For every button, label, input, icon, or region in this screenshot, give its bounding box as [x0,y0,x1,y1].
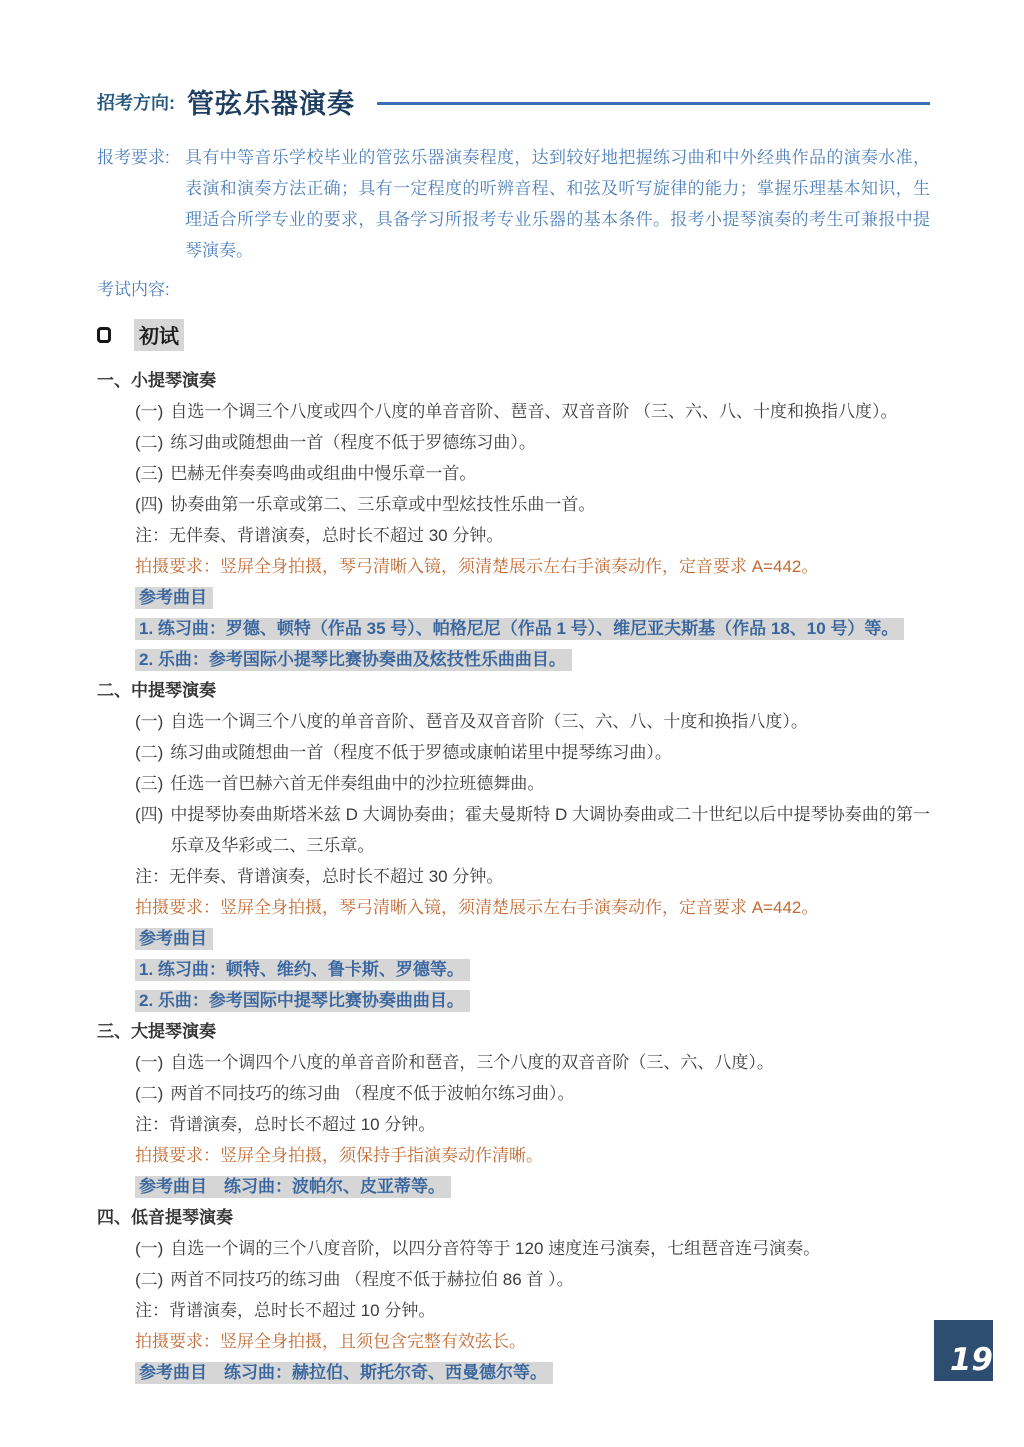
reference-line: 2. 乐曲：参考国际中提琴比赛协奏曲曲目。 [135,990,470,1012]
reference-line: 1. 练习曲：罗德、顿特（作品 35 号）、帕格尼尼（作品 1 号）、维尼亚夫斯基（作品 18、10 号）等。 [135,618,904,640]
item-marker: (一) [135,712,164,731]
reference-line: 参考曲目 练习曲：波帕尔、皮亚蒂等。 [135,1176,451,1198]
page-header [97,82,930,121]
reference-line-row [97,1171,930,1202]
reference-line-row [97,985,930,1016]
item-text: 两首不同技巧的练习曲 （程度不低于波帕尔练习曲）。 [170,1084,575,1103]
item-text: 自选一个调四个八度的单音音阶和琶音，三个八度的双音音阶（三、六、八度）。 [170,1053,774,1072]
item-text: 巴赫无伴奏奏鸣曲或组曲中慢乐章一首。 [170,464,477,483]
reference-line-row [97,954,930,985]
item-marker: (一) [135,1053,164,1072]
item-marker: (一) [135,1239,164,1258]
reference-title-row [97,923,930,954]
reference-title-row [97,582,930,613]
exam-item [97,706,930,737]
item-marker: (四) [135,805,164,824]
reference-line-row [97,1357,930,1388]
shooting-requirement-line: 拍摄要求：竖屏全身拍摄，须保持手指演奏动作清晰。 [135,1146,543,1165]
item-marker: (二) [135,743,164,762]
item-text: 两首不同技巧的练习曲 （程度不低于赫拉伯 86 首 ）。 [170,1270,574,1289]
shooting-requirement-line: 拍摄要求：竖屏全身拍摄，且须包含完整有效弦长。 [135,1332,526,1351]
direction-label: 招考方向: [97,92,175,113]
item-text: 协奏曲第一乐章或第二、三乐章或中型炫技性乐曲一首。 [170,495,596,514]
reference-title: 参考曲目 [135,928,213,950]
note-line: 注：无伴奏、背谱演奏，总时长不超过 30 分钟。 [135,526,504,545]
exam-content-label: 考试内容: [97,280,170,299]
exam-item [97,768,930,799]
section-heading: 四、低音提琴演奏 [97,1208,233,1227]
square-bullet-icon [97,327,111,343]
item-marker: (一) [135,402,164,421]
reference-line-row [97,613,930,644]
item-text: 练习曲或随想曲一首（程度不低于罗德练习曲）。 [170,433,536,452]
item-text: 自选一个调三个八度或四个八度的单音音阶、琶音、双音音阶 （三、六、八、十度和换指八度）。 [170,402,898,421]
item-text: 练习曲或随想曲一首（程度不低于罗德或康帕诺里中提琴练习曲）。 [170,743,672,762]
item-text: 自选一个调三个八度的单音音阶、琶音及双音音阶（三、六、八、十度和换指八度）。 [170,712,808,731]
requirements-block [97,142,930,266]
exam-item [97,1047,930,1078]
reference-line: 1. 练习曲：顿特、维约、鲁卡斯、罗德等。 [135,959,470,981]
section-heading: 一、小提琴演奏 [97,371,216,390]
shooting-requirement-line: 拍摄要求：竖屏全身拍摄，琴弓清晰入镜，须清楚展示左右手演奏动作，定音要求 A=442。 [135,898,819,917]
reference-line: 2. 乐曲：参考国际小提琴比赛协奏曲及炫技性乐曲曲目。 [135,649,572,671]
item-marker: (二) [135,433,164,452]
exam-item [97,396,930,427]
note-line: 注：背谱演奏，总时长不超过 10 分钟。 [135,1115,436,1134]
item-text: 任选一首巴赫六首无伴奏组曲中的沙拉班德舞曲。 [170,774,545,793]
item-marker: (三) [135,774,164,793]
item-marker: (三) [135,464,164,483]
title-divider [377,102,930,105]
exam-item [97,1233,930,1264]
requirements-text: 具有中等音乐学校毕业的管弦乐器演奏程度，达到较好地把握练习曲和中外经典作品的演奏水准，表演和演奏方法正确；具有一定程度的听辨音程、和弦及听写旋律的能力；掌握乐理基本知识，生理适合所学专业的要求，具备学习所报考专业乐器的基本条件。报考小提琴演奏的考生可兼报中提琴演奏。 [185,148,930,260]
round-title: 初试 [134,319,184,351]
page-title: 管弦乐器演奏 [187,89,355,119]
page-number-box [934,1320,993,1381]
shooting-requirement-line: 拍摄要求：竖屏全身拍摄，琴弓清晰入镜，须清楚展示左右手演奏动作，定音要求 A=442。 [135,557,819,576]
item-text: 自选一个调的三个八度音阶，以四分音符等于 120 速度连弓演奏，七组琶音连弓演奏。 [170,1239,821,1258]
item-marker: (二) [135,1270,164,1289]
page-number: 19 [949,1342,993,1378]
note-line: 注：无伴奏、背谱演奏，总时长不超过 30 分钟。 [135,867,504,886]
sections-container [97,365,930,1388]
note-line: 注：背谱演奏，总时长不超过 10 分钟。 [135,1301,436,1320]
section-heading: 二、中提琴演奏 [97,681,216,700]
exam-item [97,489,930,520]
exam-item [97,458,930,489]
round-heading [97,320,930,350]
reference-line-row [97,644,930,675]
section-heading: 三、大提琴演奏 [97,1022,216,1041]
item-marker: (四) [135,495,164,514]
exam-item [97,1078,930,1109]
item-text: 中提琴协奏曲斯塔米兹 D 大调协奏曲；霍夫曼斯特 D 大调协奏曲或二十世纪以后中提琴协奏曲的第一乐章及华彩或二、三乐章。 [170,805,930,855]
exam-item [97,1264,930,1295]
reference-line: 参考曲目 练习曲：赫拉伯、斯托尔奇、西曼德尔等。 [135,1362,553,1384]
exam-item [97,737,930,768]
exam-item [97,799,930,861]
item-marker: (二) [135,1084,164,1103]
exam-item [97,427,930,458]
requirements-label: 报考要求: [97,148,170,167]
reference-title: 参考曲目 [135,587,213,609]
